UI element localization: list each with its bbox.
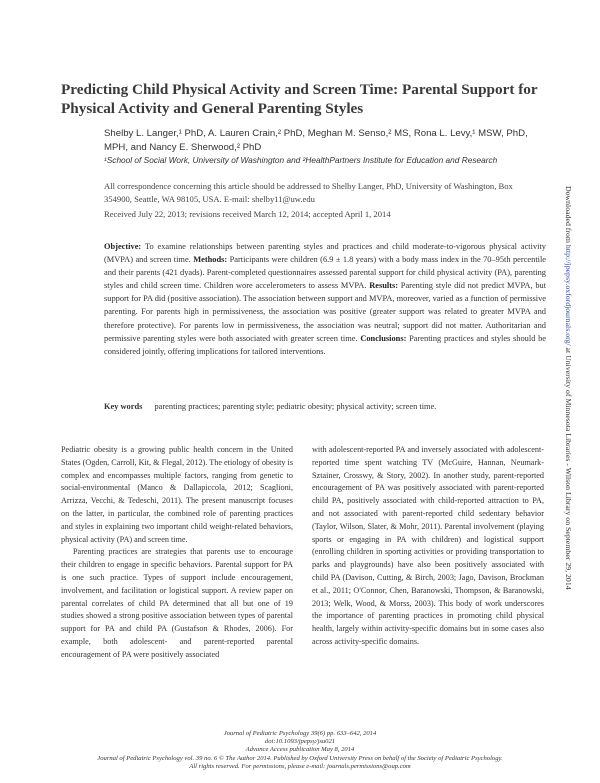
keywords xyxy=(104,402,436,411)
conclusions-label: Conclusions: xyxy=(360,333,407,343)
keywords-label: Key words xyxy=(104,402,143,411)
conclusions-text: Parenting practices and styles should be considered jointly, offering implications for tailored interventions. xyxy=(104,333,547,356)
correspondence-note: All correspondence concerning this article should be addressed to Shelby Langer, PhD, University of Washington, Box 354900, Seattle, WA 98105, USA. E-mail: shelby11@uw.edu xyxy=(104,181,513,204)
paragraph: with adolescent-reported PA and inversely associated with adolescent-reported time spent watching TV (McGuire, Hannan, Neumark-Sztainer, Crosswy, & Story, 2002). In another study, parent-reported encouragement of PA was positively associated with parent-reported child PA, positively associated with child-reported attraction to PA, and not associated with parent-reported child sedentary behavior (Taylor, Wilson, Slater, & Mohr, 2011). Parental involvement (playing sports or engaging in PA with children) and logistical support (enrolling children in sporting activities or providing transportation to parks and playgrounds) have also been positively associated with child PA (Davison, Cutting, & Birch, 2003; Jago, Davison, Brockman et al., 2011; O'Connor, Chen, Baranowski, Thompson, & Baranowski, 2013; Welk, Wood, & Morss, 2003). This body of work underscores the importance of parenting practices in promoting child physical health, largely within activity-specific domains but in some cases also across activity-specific domains. xyxy=(312,445,544,646)
results-text: Parenting style did not predict MVPA, but support for PA did (positive association). The association between support and MVPA, moreover, varied as a function of permissive parenting. For parents high in permissiveness, the association was positive (greater support was related to greater MVPA and therefore protective). For parents low in permissiveness, the association was neutral; support did not matter. Authoritarian and permissive parenting styles were both associated with greater screen time. xyxy=(104,281,547,343)
objective-text: To examine relationships between parenting styles and practices and child moderate-to-vigorous physical activity (MVPA) and screen time. xyxy=(104,242,546,265)
footer-doi: doi:10.1093/jpepsy/jsu021 xyxy=(264,738,336,746)
results-label: Results: xyxy=(369,281,399,291)
footer-journal: Journal of Pediatric Psychology 39(6) pp. 633–642, 2014 xyxy=(223,730,377,737)
paragraph: Pediatric obesity is a growing public health concern in the United States (Ogden, Carroll, Kit, & Flegal, 2012). The etiology of obesity is complex and encompasses multiple factors, ranging from genetic to social-environmental (Manco & Dallapiccola, 2012; Scaglioni, Arrizza, Vecchi, & Tedeschi, 2011). The present manuscript focuses on the latter, in particular, the combined role of parenting practices and styles in explaining two important child weight-related behaviors, physical activity (PA) and screen time. xyxy=(61,445,293,544)
download-prefix: Downloaded from xyxy=(564,186,573,245)
footer-advance-access: Advance Access publication May 8, 2014 xyxy=(245,746,355,754)
journal-link[interactable]: http://jpepsy.oxfordjournals.org/ xyxy=(564,244,573,346)
keywords-text: parenting practices; parenting style; pediatric obesity; physical activity; screen time. xyxy=(154,402,437,411)
footer-copyright: Journal of Pediatric Psychology vol. 39 no. 6 © The Author 2014. Published by Oxford University Press on behalf of the Society of Pediatric Psychology. xyxy=(97,754,503,762)
authors-line-1: Shelby L. Langer,¹ PhD, A. Lauren Crain,² PhD, Meghan M. Senso,² MS, Rona L. Levy,¹ MSW, PhD, xyxy=(104,128,528,139)
affiliations: ¹School of Social Work, University of Washington and ²HealthPartners Institute for Education and Research xyxy=(104,155,498,165)
article-title: Predicting Child Physical Activity and Screen Time: Parental Support for Physical Activity and General Parenting Styles xyxy=(61,81,538,117)
download-suffix: at University of Minnesota Libraries - Wilson Library on September 29, 2014 xyxy=(564,345,573,590)
methods-label: Methods: xyxy=(193,255,228,265)
methods-text: Participants were children (6.9 ± 1.8 years) with a body mass index in the 70–95th percentile and their parents (421 dyads). Parent-completed questionnaires assessed parental support for child physical activity (PA), parenting styles and child screen time. Children wore accelerometers to assess MVPA. xyxy=(104,255,547,291)
body-right-column xyxy=(312,444,544,649)
download-watermark xyxy=(564,186,573,726)
page-footer xyxy=(0,730,600,771)
authors-line-2: MPH, and Nancy E. Sherwood,² PhD xyxy=(104,142,262,153)
objective-label: Objective: xyxy=(104,242,142,251)
abstract xyxy=(104,240,546,358)
paragraph: Parenting practices are strategies that parents use to encourage their children to engage in specific behaviors. Parental support for PA is one such practice. Types of support include encouragement, involvement, and facilitation or logistical support. A review paper on parental correlates of child PA determined that all but one of 19 studies showed a strong positive association between types of parental support for PA and child PA (Gustafson & Rhodes, 2006). For example, both adolescent- and parent-reported parental encouragement of PA were positively associated xyxy=(61,547,293,659)
received-dates: Received July 22, 2013; revisions received March 12, 2014; accepted April 1, 2014 xyxy=(104,209,391,219)
author-list xyxy=(104,127,549,155)
footer-permissions: All rights reserved. For permissions, please e-mail: journals.permissions@oup.com xyxy=(189,762,411,770)
body-left-column xyxy=(61,444,293,662)
